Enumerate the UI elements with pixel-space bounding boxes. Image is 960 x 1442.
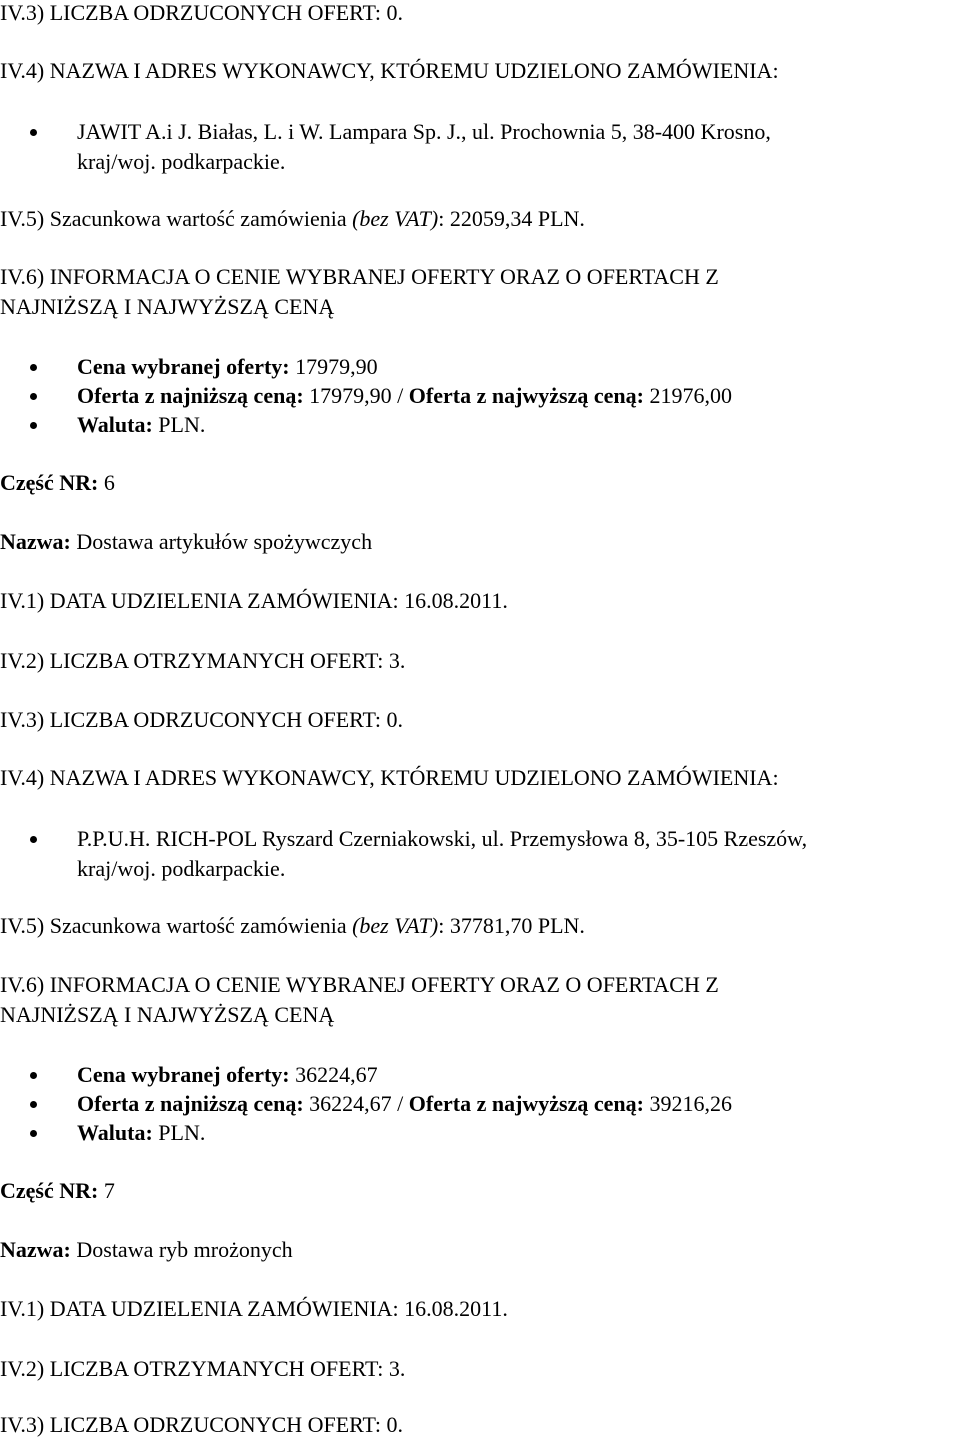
p7-iv3-head: IV.3) LICZBA ODRZUCONYCH OFERT: — [0, 1412, 381, 1437]
p6-iv2-value: 3. — [383, 648, 406, 673]
p6-lowest-value: 36224,67 / — [303, 1091, 409, 1116]
s1-iv5-value: : 22059,34 PLN. — [438, 206, 585, 231]
part6-name-value: Dostawa artykułów spożywczych — [70, 529, 373, 554]
p6-highest-label: Oferta z najwyższą ceną: — [408, 1091, 644, 1116]
p7-iv2-line — [0, 1354, 960, 1384]
bullet-icon — [30, 393, 37, 400]
s1-iv6-line2: NAJNIŻSZĄ I NAJWYŻSZĄ CENĄ — [0, 294, 335, 319]
p6-iv4-heading: IV.4) NAZWA I ADRES WYKONAWCY, KTÓREMU UDZIELONO ZAMÓWIENIA: — [0, 765, 779, 790]
s1-currency-value: PLN. — [152, 412, 206, 437]
part7-label: Część NR: — [0, 1178, 99, 1203]
bullet-icon — [30, 129, 37, 136]
part7-name-label: Nazwa: — [0, 1237, 71, 1262]
part7-name-value: Dostawa ryb mrożonych — [70, 1237, 293, 1262]
p6-chosen-label: Cena wybranej oferty: — [77, 1062, 290, 1087]
part7-number-line — [0, 1176, 960, 1206]
p6-iv3-line — [0, 705, 960, 735]
bullet-icon — [30, 364, 37, 371]
p6-contractor-line2: kraj/woj. podkarpackie. — [77, 856, 286, 881]
p6-iv1-value: 16.08.2011. — [398, 588, 508, 613]
p6-iv5-note: (bez VAT) — [352, 913, 439, 938]
p6-currency-label: Waluta: — [77, 1120, 153, 1145]
p7-iv1-line — [0, 1294, 960, 1324]
p7-iv3-value: 0. — [380, 1412, 403, 1437]
s1-contractor-line1: JAWIT A.i J. Białas, L. i W. Lampara Sp. J., ul. Prochownia 5, 38-400 Krosno, — [77, 119, 771, 144]
s1-iv5-line — [0, 204, 960, 234]
p6-highest-value: 39216,26 — [643, 1091, 732, 1116]
p6-iv5-head: IV.5) Szacunkowa wartość zamówienia — [0, 913, 347, 938]
p6-iv2-head: IV.2) LICZBA OTRZYMANYCH OFERT: — [0, 648, 384, 673]
p7-iv2-value: 3. — [383, 1356, 406, 1381]
s1-iv4-heading: IV.4) NAZWA I ADRES WYKONAWCY, KTÓREMU UDZIELONO ZAMÓWIENIA: — [0, 58, 779, 83]
part6-label: Część NR: — [0, 470, 99, 495]
p6-currency-value: PLN. — [152, 1120, 206, 1145]
bullet-icon — [30, 1101, 37, 1108]
p7-iv2-head: IV.2) LICZBA OTRZYMANYCH OFERT: — [0, 1356, 384, 1381]
p6-iv6-line2: NAJNIŻSZĄ I NAJWYŻSZĄ CENĄ — [0, 1002, 335, 1027]
part6-number-line — [0, 468, 960, 498]
p6-iv3-value: 0. — [380, 707, 403, 732]
s1-chosen-value: 17979,90 — [289, 354, 378, 379]
p7-iv3-line — [0, 1410, 960, 1440]
bullet-icon — [30, 1072, 37, 1079]
s1-highest-value: 21976,00 — [643, 383, 732, 408]
p6-iv6-line1: IV.6) INFORMACJA O CENIE WYBRANEJ OFERTY ORAZ O OFERTACH Z — [0, 972, 719, 997]
p6-iv1-line — [0, 586, 960, 616]
s1-contractor-line2: kraj/woj. podkarpackie. — [77, 149, 286, 174]
part7-name-line — [0, 1235, 960, 1265]
s1-iv5-head: IV.5) Szacunkowa wartość zamówienia — [0, 206, 347, 231]
s1-highest-label: Oferta z najwyższą ceną: — [408, 383, 644, 408]
p6-chosen-value: 36224,67 — [289, 1062, 378, 1087]
s1-lowest-value: 17979,90 / — [303, 383, 409, 408]
s1-iv3-line — [0, 0, 960, 28]
s1-chosen-label: Cena wybranej oferty: — [77, 354, 290, 379]
bullet-icon — [30, 422, 37, 429]
part7-value: 7 — [98, 1178, 115, 1203]
s1-iv6-line1: IV.6) INFORMACJA O CENIE WYBRANEJ OFERTY ORAZ O OFERTACH Z — [0, 264, 719, 289]
s1-iv5-note: (bez VAT) — [352, 206, 439, 231]
s1-currency-label: Waluta: — [77, 412, 153, 437]
part6-value: 6 — [98, 470, 115, 495]
s1-lowest-label: Oferta z najniższą ceną: — [77, 383, 304, 408]
p7-iv1-value: 16.08.2011. — [398, 1296, 508, 1321]
s1-iv3-head: IV.3) LICZBA ODRZUCONYCH OFERT: — [0, 0, 381, 25]
part6-name-label: Nazwa: — [0, 529, 71, 554]
p6-iv1-head: IV.1) DATA UDZIELENIA ZAMÓWIENIA: — [0, 588, 399, 613]
s1-iv3-value: 0. — [386, 0, 403, 25]
p6-iv5-value: : 37781,70 PLN. — [438, 913, 585, 938]
p6-iv5-line — [0, 911, 960, 941]
p6-iv3-head: IV.3) LICZBA ODRZUCONYCH OFERT: — [0, 707, 381, 732]
part6-name-line — [0, 527, 960, 557]
p6-lowest-label: Oferta z najniższą ceną: — [77, 1091, 304, 1116]
p6-iv2-line — [0, 646, 960, 676]
p7-iv1-head: IV.1) DATA UDZIELENIA ZAMÓWIENIA: — [0, 1296, 399, 1321]
bullet-icon — [30, 1130, 37, 1137]
p6-contractor-line1: P.P.U.H. RICH-POL Ryszard Czerniakowski, ul. Przemysłowa 8, 35-105 Rzeszów, — [77, 826, 808, 851]
bullet-icon — [30, 836, 37, 843]
